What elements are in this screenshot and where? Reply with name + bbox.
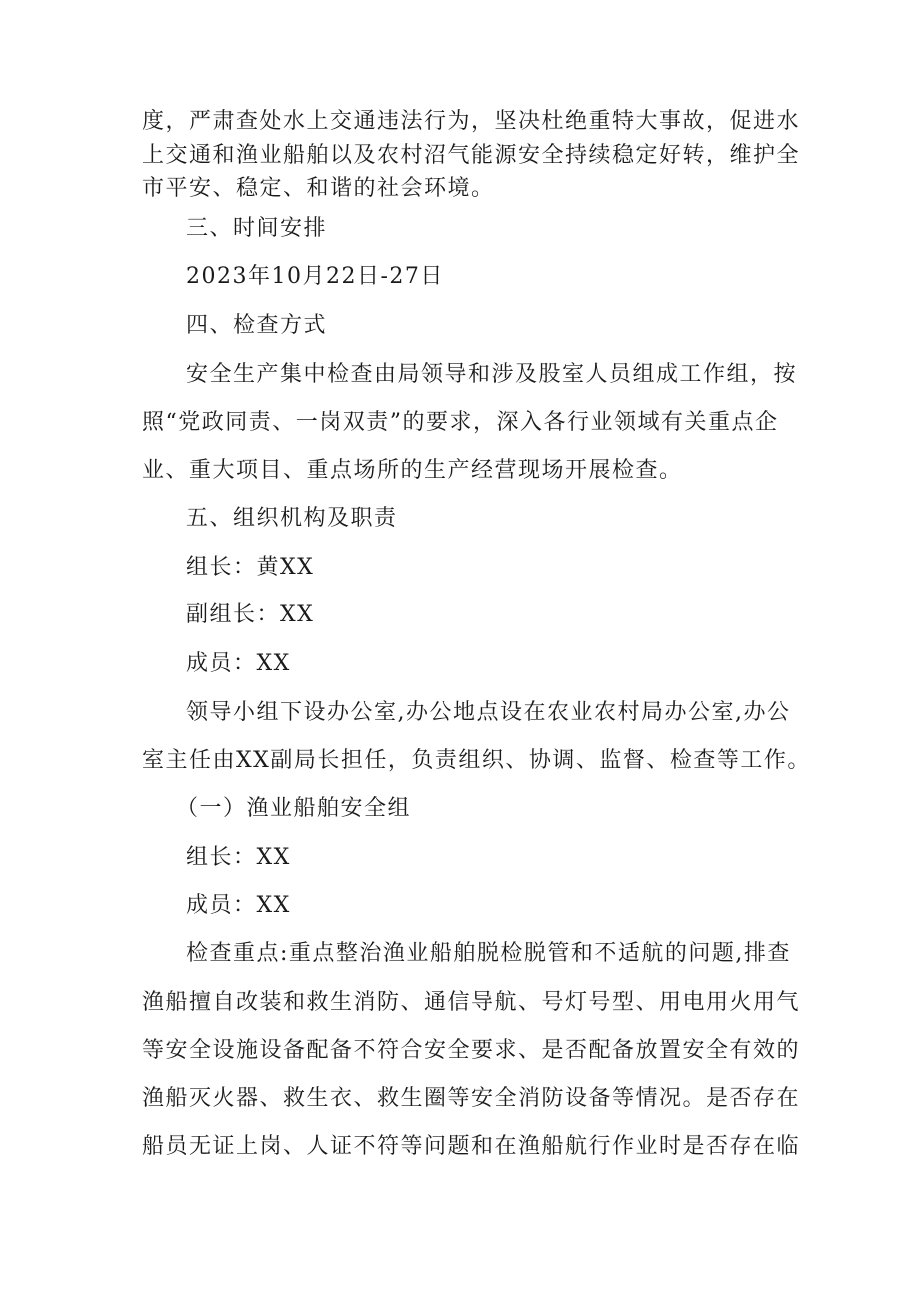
group-members-line: 成员：XX (186, 893, 291, 918)
members-line: 成员：XX (186, 651, 291, 676)
leader-line: 组长：黄XX (186, 555, 315, 580)
paragraph-line: 检查重点:重点整治渔业船舶脱检脱管和不适航的问题,排查 (186, 941, 791, 966)
sub-heading: （一）渔业船舶安全组 (176, 796, 412, 821)
paragraph-line: 安全生产集中检查由局领导和涉及股室人员组成工作组，按 (186, 362, 798, 387)
paragraph-line: 等安全设施设备配备不符合安全要求、是否配备放置安全有效的 (142, 1038, 801, 1063)
paragraph-line: 照“党政同责、一岗双责”的要求，深入各行业领域有关重点企 (142, 410, 779, 435)
section-heading: 四、检查方式 (186, 313, 328, 338)
paragraph-line: 市平安、稳定、和谐的社会环境。 (142, 176, 495, 201)
group-leader-line: 组长：XX (186, 845, 291, 870)
paragraph-line: 度，严肃查处水上交通违法行为，坚决杜绝重特大事故，促进水 (142, 109, 801, 134)
paragraph-line: 渔船擅自改装和救生消防、通信导航、号灯号型、用电用火用气 (142, 990, 801, 1015)
section-heading: 五、组织机构及职责 (186, 506, 398, 531)
deputy-leader-line: 副组长：XX (186, 602, 315, 627)
date-range: 2023年10月22日-27日 (186, 264, 444, 289)
paragraph-line: 上交通和渔业船舶以及农村沼气能源安全持续稳定好转，维护全 (142, 143, 801, 168)
paragraph-line: 业、重大项目、重点场所的生产经营现场开展检查。 (142, 458, 683, 483)
paragraph-line: 船员无证上岗、人证不符等问题和在渔船航行作业时是否存在临 (142, 1134, 801, 1159)
section-heading: 三、时间安排 (186, 216, 328, 241)
paragraph-line: 室主任由XX副局长担任，负责组织、协调、监督、检查等工作。 (142, 748, 811, 773)
paragraph-line: 渔船灭火器、救生衣、救生圈等安全消防设备等情况。是否存在 (142, 1086, 801, 1111)
paragraph-line: 领导小组下设办公室,办公地点设在农业农村局办公室,办公 (186, 700, 791, 725)
